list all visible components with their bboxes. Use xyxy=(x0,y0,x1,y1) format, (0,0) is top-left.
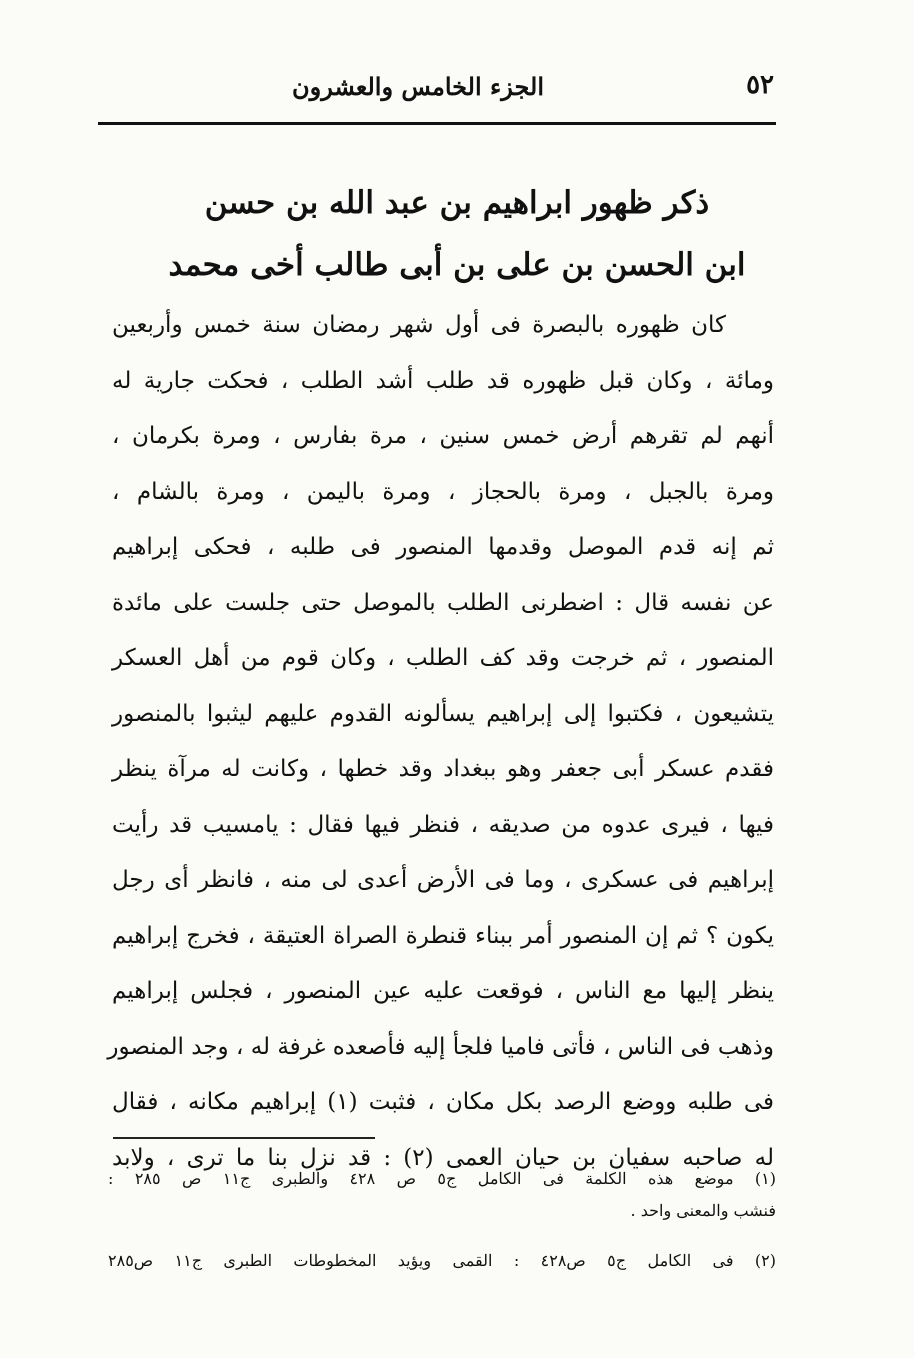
body-line: ينظر إليها مع الناس ، فوقعت عليه عين المنصور ، فجلس إبراهيم xyxy=(112,978,774,1004)
footnote-1-line-1: (١) موضع هذه الكلمة فى الكامل ج٥ ص ٤٢٨ والطبرى ج١١ ص ٢٨٥ : xyxy=(108,1169,777,1188)
body-line: إبراهيم فى عسكرى ، وما فى الأرض أعدى لى منه ، فانظر أى رجل xyxy=(112,867,774,893)
footnote-2: (٢) فى الكامل ج٥ ص٤٢٨ : القمى ويؤيد المخطوطات الطبرى ج١١ ص٢٨٥ xyxy=(108,1251,777,1270)
running-header xyxy=(100,70,774,110)
footnotes xyxy=(108,1163,776,1277)
body-line: فيها ، فيرى عدوه من صديقه ، فنظر فيها فقال : يامسيب قد رأيت xyxy=(112,811,774,838)
body-line: وذهب فى الناس ، فأتى فاميا فلجأ إليه فأصعده غرفة له ، وجد المنصور xyxy=(107,1033,774,1060)
header-rule xyxy=(98,122,776,125)
body-line: يكون ؟ ثم إن المنصور أمر ببناء قنطرة الصراة العتيقة ، فخرج إبراهيم xyxy=(112,922,774,949)
chapter-title-line-2: ابن الحسن بن على بن أبى طالب أخى محمد xyxy=(168,247,746,283)
chapter-title xyxy=(140,172,774,296)
body-line: ومرة بالجبل ، ومرة بالحجاز ، ومرة باليمن ، ومرة بالشام ، xyxy=(112,478,774,505)
body-text xyxy=(107,298,775,1186)
chapter-title-line-1: ذكر ظهور ابراهيم بن عبد الله بن حسن xyxy=(204,185,710,221)
body-line: فى طلبه ووضع الرصد بكل مكان ، فثبت (١) إبراهيم مكانه ، فقال xyxy=(112,1089,775,1115)
footnote-1-line-2: فنشب والمعنى واحد . xyxy=(630,1201,776,1220)
body-line: المنصور ، ثم خرجت وقد كف الطلب ، وكان قوم من أهل العسكر xyxy=(112,645,774,671)
body-line: يتشيعون ، فكتبوا إلى إبراهيم يسألونه القدوم عليهم ليثبوا بالمنصور xyxy=(112,700,774,727)
running-title: الجزء الخامس والعشرون xyxy=(292,72,544,101)
body-line: أنهم لم تقرهم أرض خمس سنين ، مرة بفارس ، ومرة بكرمان ، xyxy=(112,423,774,449)
body-line: ثم إنه قدم الموصل وقدمها المنصور فى طلبه ، فحكى إبراهيم xyxy=(112,534,774,560)
body-line: عن نفسه قال : اضطرنى الطلب بالموصل حتى جلست على مائدة xyxy=(112,589,774,616)
footnote-rule xyxy=(113,1137,375,1139)
body-line: فقدم عسكر أبى جعفر وهو ببغداد وقد خطها ، وكانت له مرآة ينظر xyxy=(112,756,774,782)
body-line: كان ظهوره بالبصرة فى أول شهر رمضان سنة خمس وأربعين xyxy=(112,312,726,338)
page-number: ٥٢ xyxy=(746,70,774,100)
body-line: ومائة ، وكان قبل ظهوره قد طلب أشد الطلب ، فحكت جارية له xyxy=(112,367,774,394)
body-line: له صاحبه سفيان بن حيان العمى (٢) : قد نزل بنا ما ترى ، ولابد xyxy=(112,1144,774,1171)
